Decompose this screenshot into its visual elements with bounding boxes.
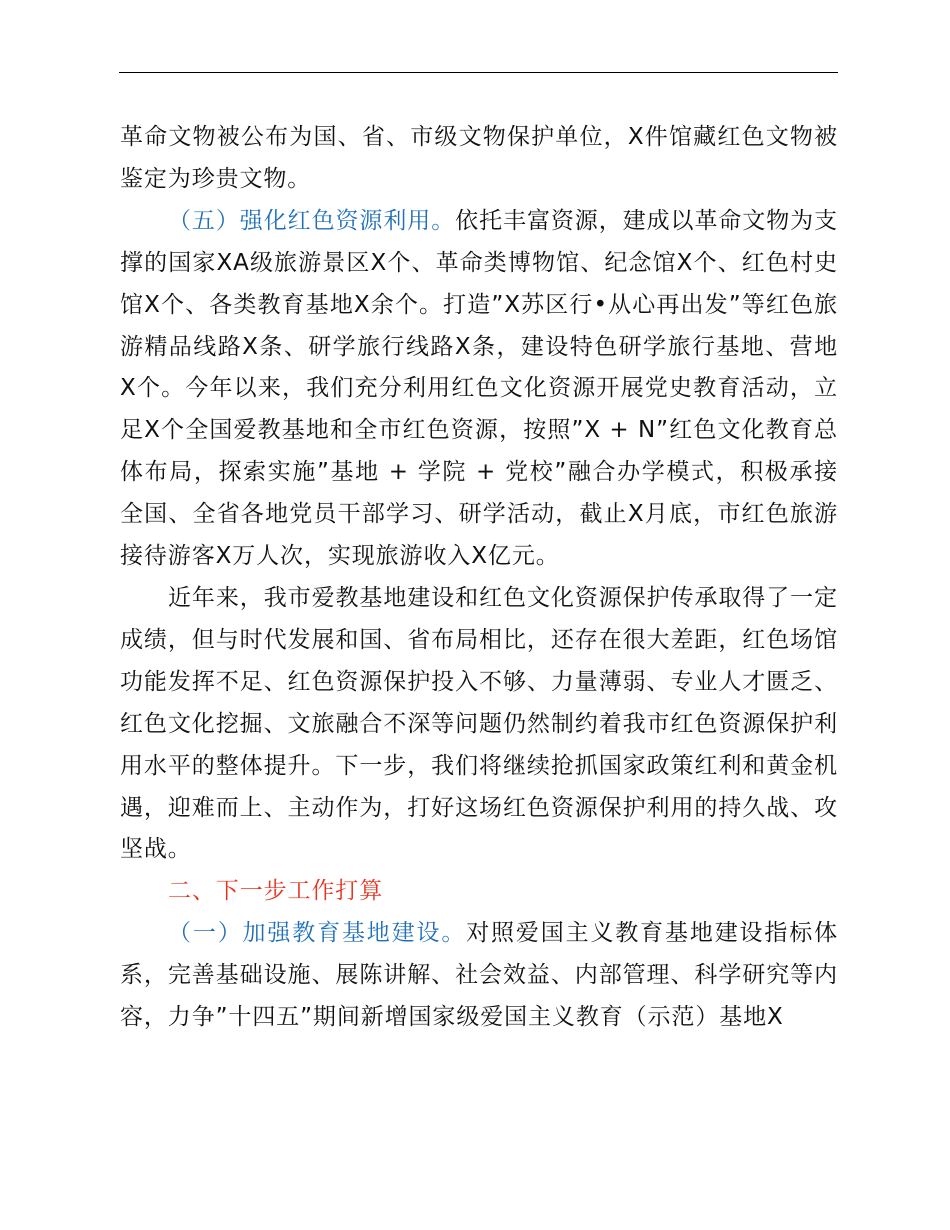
paragraph-text: 对照爱国主义教育基地建设指标体系，完善基础设施、展陈讲解、社会效益、内部管理、科学研究等内容，力争”十四五”期间新增国家级爱国主义教育（示范）基地X xyxy=(120,920,838,1031)
paragraph-continuation xyxy=(120,117,838,201)
paragraph-text: 近年来，我市爱教基地建设和红色文化资源保护传承取得了一定成绩，但与时代发展和国、省布局相比，还存在很大差距，红色场馆功能发挥不足、红色资源保护投入不够、力量薄弱、专业人才匮乏、红色文化挖掘、文旅融合不深等问题仍然制约着我市红色资源保护利用水平的整体提升。下一步，我们将继续抢抓国家政策红利和黄金机遇，迎难而上、主动作为，打好这场红色资源保护利用的持久战、攻坚战。 xyxy=(120,584,838,863)
subsection-heading: （五）强化红色资源利用。 xyxy=(168,207,456,234)
subsection-heading: （一）加强教育基地建设。 xyxy=(168,920,467,947)
document-body xyxy=(120,117,838,1039)
section-heading-next-steps xyxy=(120,871,838,913)
paragraph-education-base xyxy=(120,913,838,1039)
paragraph-red-resource-use xyxy=(120,201,838,578)
paragraph-recent-years xyxy=(120,578,838,871)
header-rule xyxy=(119,72,838,73)
paragraph-text: 依托丰富资源，建成以革命文物为支撑的国家XA级旅游景区X个、革命类博物馆、纪念馆X个、红色村史馆X个、各类教育基地X余个。打造”X苏区行•从心再出发”等红色旅游精品线路X条、研学旅行线路X条，建设特色研学旅行基地、营地X个。今年以来，我们充分利用红色文化资源开展党史教育活动，立足X个全国爱教基地和全市红色资源，按照”X + N”红色文化教育总体布局，探索实施”基地 + 学院 + 党校”融合办学模式，积极承接全国、全省各地党员干部学习、研学活动，截止X月底，市红色旅游接待游客X万人次，实现旅游收入X亿元。 xyxy=(120,207,838,570)
paragraph-text: 革命文物被公布为国、省、市级文物保护单位，X件馆藏红色文物被鉴定为珍贵文物。 xyxy=(120,124,838,192)
section-heading: 二、下一步工作打算 xyxy=(168,878,384,905)
